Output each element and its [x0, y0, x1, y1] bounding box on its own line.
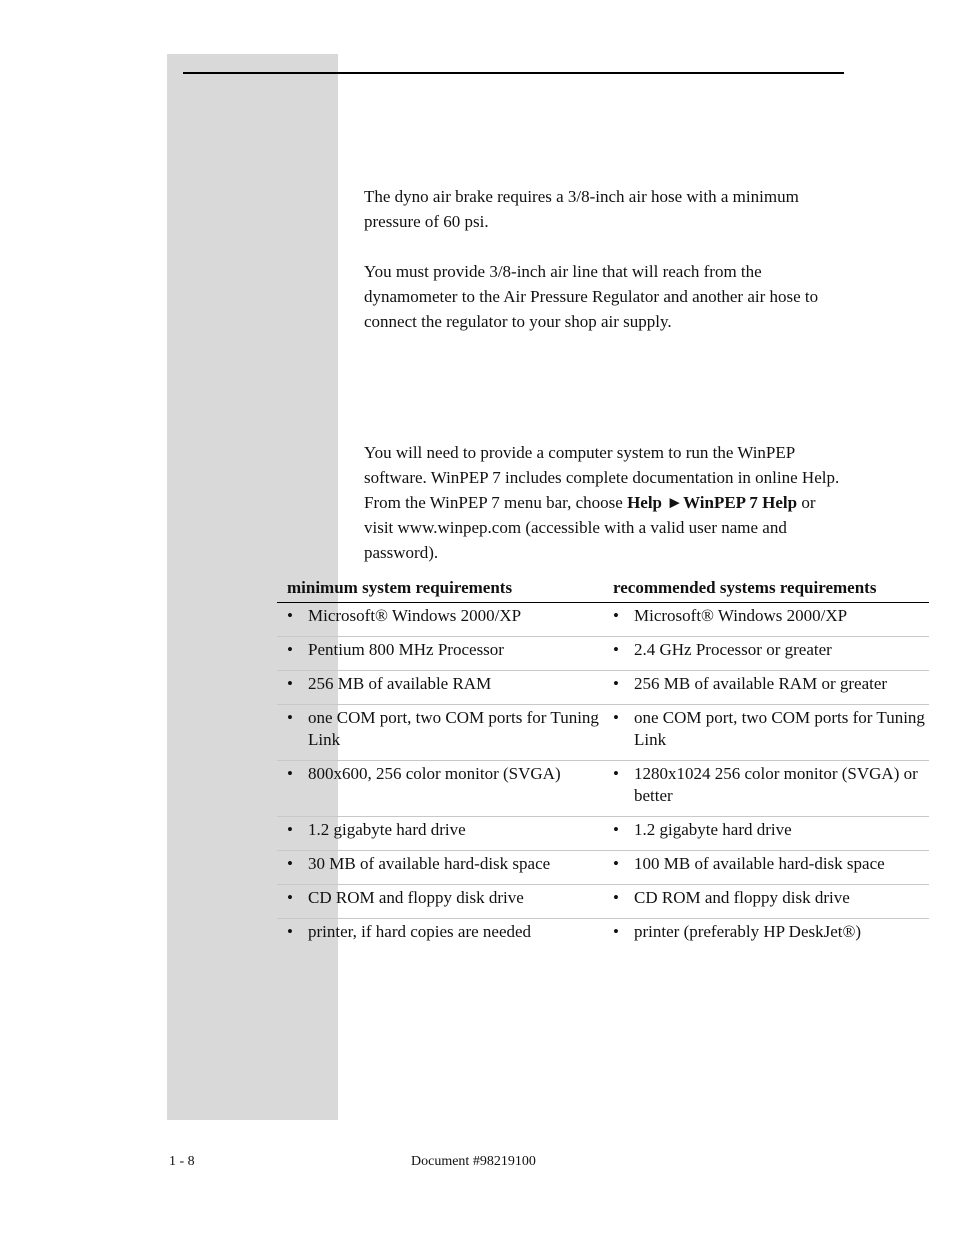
table-row	[277, 637, 929, 671]
recommended-cell	[603, 637, 929, 671]
computer-intro-text-end: or visit www.winpep.com (accessible with a valid user name and password).	[364, 493, 816, 562]
recommended-cell	[603, 851, 929, 885]
recommended-requirements-header: recommended systems requirements	[603, 576, 929, 603]
bullet-icon: •	[613, 640, 619, 659]
table-header-row	[277, 576, 929, 603]
bullet-icon: •	[613, 764, 619, 783]
table-row	[277, 885, 929, 919]
bullet-icon: •	[287, 854, 293, 873]
bullet-icon: •	[287, 640, 293, 659]
air-line-paragraph: You must provide 3/8-inch air line that will reach from the dynamometer to the Air Pressure Regulator and another air hose to connect the regulator to your shop air supply.	[364, 262, 819, 331]
bullet-icon: •	[613, 854, 619, 873]
recommended-text: 1.2 gigabyte hard drive	[634, 820, 792, 839]
minimum-text: CD ROM and floppy disk drive	[308, 888, 524, 907]
recommended-cell	[603, 603, 929, 637]
bullet-icon: •	[287, 922, 293, 941]
bullet-icon: •	[613, 820, 619, 839]
minimum-text: 800x600, 256 color monitor (SVGA)	[308, 764, 561, 783]
table-row	[277, 919, 929, 953]
table-row	[277, 761, 929, 817]
minimum-text: Pentium 800 MHz Processor	[308, 640, 504, 659]
recommended-text: 256 MB of available RAM or greater	[634, 674, 888, 693]
menu-path: Help ►WinPEP 7 Help	[627, 493, 798, 512]
table-row	[277, 603, 929, 637]
bullet-icon: •	[287, 606, 293, 625]
table-row	[277, 851, 929, 885]
minimum-text: Microsoft® Windows 2000/XP	[308, 606, 522, 625]
recommended-text: 2.4 GHz Processor or greater	[634, 640, 832, 659]
minimum-cell	[277, 885, 603, 919]
bullet-icon: •	[287, 764, 293, 783]
recommended-cell	[603, 885, 929, 919]
recommended-cell	[603, 705, 929, 761]
header-rule	[183, 72, 844, 74]
minimum-text: 1.2 gigabyte hard drive	[308, 820, 466, 839]
minimum-cell	[277, 603, 603, 637]
minimum-cell	[277, 705, 603, 761]
minimum-cell	[277, 817, 603, 851]
bullet-icon: •	[287, 888, 293, 907]
minimum-cell	[277, 671, 603, 705]
system-requirements-table	[277, 576, 929, 952]
recommended-text: Microsoft® Windows 2000/XP	[634, 606, 848, 625]
table-row	[277, 705, 929, 761]
minimum-text: one COM port, two COM ports for Tuning Link	[308, 708, 599, 749]
computer-system-paragraph	[364, 440, 844, 565]
table-row	[277, 817, 929, 851]
minimum-cell	[277, 637, 603, 671]
recommended-text: 100 MB of available hard-disk space	[634, 854, 885, 873]
recommended-text: one COM port, two COM ports for Tuning Link	[634, 708, 925, 749]
bullet-icon: •	[613, 674, 619, 693]
table-row	[277, 671, 929, 705]
recommended-cell	[603, 671, 929, 705]
computer-intro-text: You will need to provide a computer system to run the WinPEP software. WinPEP 7 includes complete documentation in online Help. From the WinPEP 7 menu bar, choose	[364, 443, 840, 512]
bullet-icon: •	[613, 606, 619, 625]
minimum-cell	[277, 919, 603, 953]
recommended-cell	[603, 817, 929, 851]
minimum-text: printer, if hard copies are needed	[308, 922, 532, 941]
document-number: Document #98219100	[411, 1154, 536, 1169]
minimum-cell	[277, 761, 603, 817]
minimum-text: 256 MB of available RAM	[308, 674, 492, 693]
minimum-requirements-header: minimum system requirements	[277, 576, 603, 603]
bullet-icon: •	[287, 674, 293, 693]
bullet-icon: •	[613, 922, 619, 941]
minimum-cell	[277, 851, 603, 885]
recommended-text: 1280x1024 256 color monitor (SVGA) or better	[634, 764, 918, 805]
recommended-text: CD ROM and floppy disk drive	[634, 888, 850, 907]
bullet-icon: •	[613, 708, 619, 727]
recommended-cell	[603, 919, 929, 953]
recommended-cell	[603, 761, 929, 817]
page-number: 1 - 8	[169, 1154, 195, 1169]
bullet-icon: •	[287, 820, 293, 839]
minimum-text: 30 MB of available hard-disk space	[308, 854, 551, 873]
bullet-icon: •	[287, 708, 293, 727]
recommended-text: printer (preferably HP DeskJet®)	[634, 922, 862, 941]
air-brake-paragraph: The dyno air brake requires a 3/8-inch air hose with a minimum pressure of 60 psi.	[364, 187, 799, 231]
bullet-icon: •	[613, 888, 619, 907]
